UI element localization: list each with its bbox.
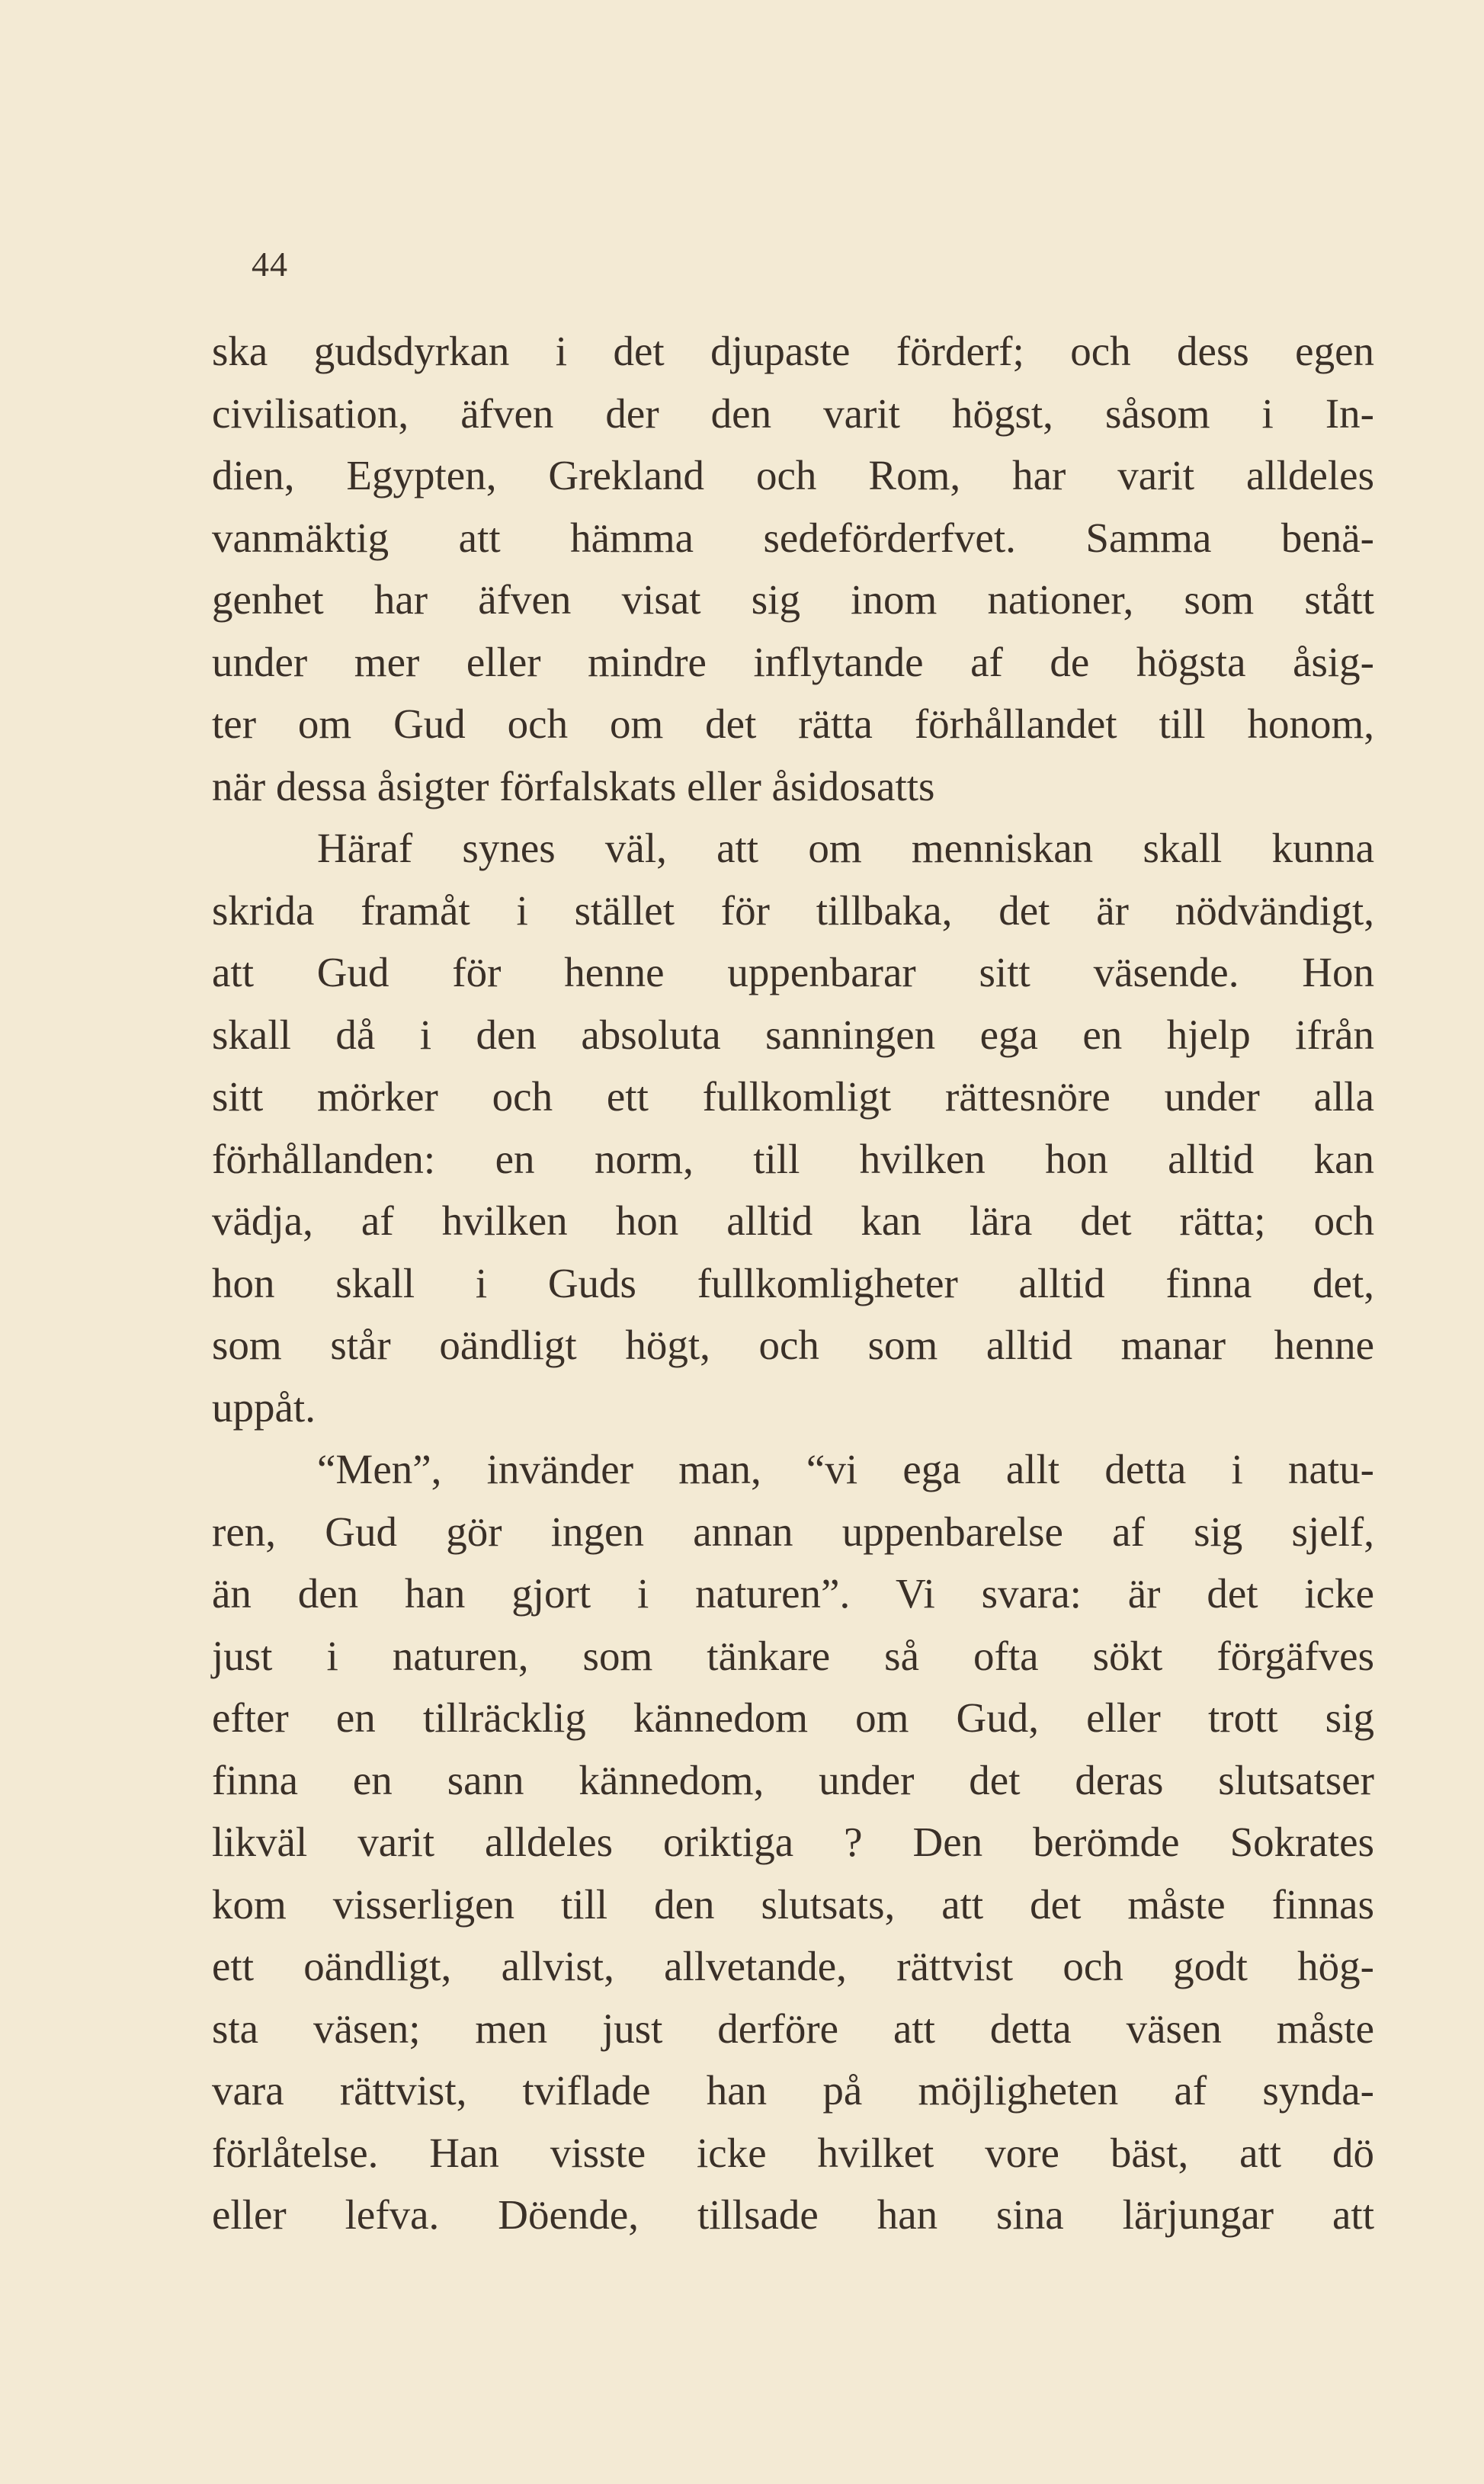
- text-line: hon skall i Guds fullkomligheter alltid finna det,: [212, 1259, 1374, 1306]
- text-line: förhållanden: en norm, till hvilken hon alltid kan: [212, 1135, 1374, 1182]
- text-line: just i naturen, som tänkare så ofta sökt förgäfves: [212, 1632, 1374, 1679]
- paragraph-start-line: Häraf synes väl, att om menniskan skall kunna: [317, 825, 1374, 871]
- text-line: civilisation, äfven der den varit högst, såsom i In-: [212, 389, 1374, 437]
- text-line: eller lefva. Döende, tillsade han sina lärjungar att: [212, 2191, 1374, 2238]
- body-text: [212, 320, 1374, 2246]
- text-line: att Gud för henne uppenbarar sitt väsende. Hon: [212, 949, 1374, 995]
- text-line: uppåt.: [212, 1383, 316, 1431]
- text-line: ren, Gud gör ingen annan uppenbarelse af sig sjelf,: [212, 1508, 1374, 1555]
- text-line: sitt mörker och ett fullkomligt rättesnöre under alla: [212, 1073, 1374, 1120]
- text-line: ska gudsdyrkan i det djupaste förderf; och dess egen: [212, 328, 1374, 374]
- text-line: skall då i den absoluta sanningen ega en hjelp ifrån: [212, 1011, 1374, 1058]
- text-line: ter om Gud och om det rätta förhållandet till honom,: [212, 700, 1374, 747]
- paragraph-start-line: “Men”, invänder man, “vi ega allt detta i natu-: [317, 1446, 1374, 1492]
- text-line: ett oändligt, allvist, allvetande, rättvist och godt hög-: [212, 1943, 1374, 1989]
- text-line: vädja, af hvilken hon alltid kan lära det rätta; och: [212, 1197, 1374, 1244]
- text-line: kom visserligen till den slutsats, att det måste finnas: [212, 1880, 1374, 1928]
- text-line: än den han gjort i naturen”. Vi svara: är det icke: [212, 1570, 1374, 1617]
- text-line: när dessa åsigter förfalskats eller åsidosatts: [212, 762, 935, 809]
- text-line: genhet har äfven visat sig inom nationer, som stått: [212, 576, 1374, 623]
- text-line: dien, Egypten, Grekland och Rom, har varit alldeles: [212, 452, 1374, 498]
- text-line: sta väsen; men just derföre att detta väsen måste: [212, 2005, 1374, 2052]
- page-number: 44: [252, 245, 288, 284]
- text-line: under mer eller mindre inflytande af de högsta åsig-: [212, 638, 1374, 685]
- text-line: finna en sann kännedom, under det deras slutsatser: [212, 1756, 1374, 1803]
- text-line: likväl varit alldeles oriktiga ? Den berömde Sokrates: [212, 1819, 1374, 1865]
- text-line: vanmäktig att hämma sedeförderfvet. Samma benä-: [212, 514, 1374, 561]
- text-line: vara rättvist, tviflade han på möjligheten af synda-: [212, 2067, 1374, 2114]
- text-line: skrida framåt i stället för tillbaka, det är nödvändigt,: [212, 886, 1374, 934]
- text-line: som står oändligt högt, och som alltid manar henne: [212, 1322, 1374, 1368]
- text-line: efter en tillräcklig kännedom om Gud, eller trott sig: [212, 1694, 1374, 1741]
- text-line: förlåtelse. Han visste icke hvilket vore bäst, att dö: [212, 2129, 1374, 2176]
